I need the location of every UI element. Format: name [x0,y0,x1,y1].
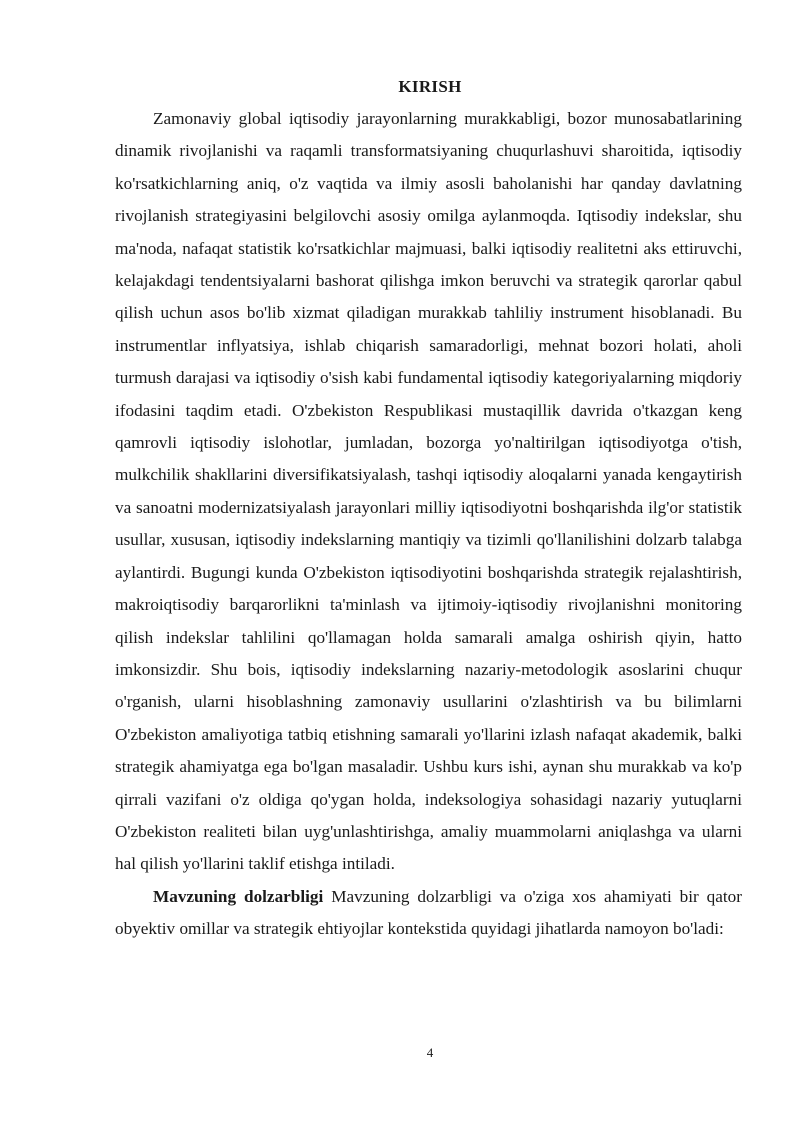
relevance-paragraph [115,881,742,946]
relevance-text: Mavzuning dolzarbligi va o'ziga xos ahamiyati bir qator obyektiv omillar va strategik ehtiyojlar kontekstida quyidagi jihatlarda namoyon bo'ladi: [115,886,742,939]
page-number: 4 [426,1045,434,1060]
page-title: KIRISH [398,77,462,96]
relevance-lead: Mavzuning dolzarbligi [153,886,324,906]
body-text [115,103,742,946]
intro-paragraph: Zamonaviy global iqtisodiy jarayonlarning murakkabligi, bozor munosabatlarining dinamik rivojlanishi va raqamli transformatsiyaning chuqurlashuvi sharoitida, iqtisodiy ko'rsatkichlarning aniq, o'z vaqtida va ilmiy asosli baholanishi har qanday davlatning rivojlanish strategiyasini belgilovchi asosiy omilga aylanmoqda. Iqtisodiy indekslar, shu ma'noda, nafaqat statistik ko'rsatkichlar majmuasi, balki iqtisodiy realitetni aks ettiruvchi, kelajakdagi tendentsiyalarni bashorat qilishga imkon beruvchi va strategik qarorlar qabul qilish uchun asos bo'lib xizmat qiladigan murakkab tahliliy instrument hisoblanadi. Bu instrumentlar inflyatsiya, ishlab chiqarish samaradorligi, mehnat bozori holati, aholi turmush darajasi va iqtisodiy o'sish kabi fundamental iqtisodiy kategoriyalarning miqdoriy ifodasini taqdim etadi. O'zbekiston Respublikasi mustaqillik davrida o'tkazgan keng qamrovli iqtisodiy islohotlar, jumladan, bozorga yo'naltirilgan iqtisodiyotga o'tish, mulkchilik shakllarini diversifikatsiyalash, tashqi iqtisodiy aloqalarni yanada kengaytirish va sanoatni modernizatsiyalash jarayonlari milliy iqtisodiyotni boshqarishda ilg'or statistik usullar, xususan, iqtisodiy indekslarning mantiqiy va tizimli qo'llanilishini dolzarb talabga aylantirdi. Bugungi kunda O'zbekiston iqtisodiyotini boshqarishda strategik rejalashtirish, makroiqtisodiy barqarorlikni ta'minlash va ijtimoiy-iqtisodiy rivojlanishni monitoring qilish indekslar tahlilini qo'llamagan holda samarali amalga oshirish qiyin, hatto imkonsizdir. Shu bois, iqtisodiy indekslarning nazariy-metodologik asoslarini chuqur o'rganish, ularni hisoblashning zamonaviy usullarini o'zlashtirish va bu bilimlarni O'zbekiston amaliyotiga tatbiq etishning samarali yo'llarini izlash nafaqat akademik, balki strategik ahamiyatga ega bo'lgan masaladir. Ushbu kurs ishi, aynan shu murakkab va ko'p qirrali vazifani o'z oldiga qo'ygan holda, indeksologiya sohasidagi nazariy yutuqlarni O'zbekiston realiteti bilan uyg'unlashtirishga, amaliy muammolarni aniqlashga va ularni hal qilish yo'llarini taklif etishga intiladi. [115,109,742,874]
